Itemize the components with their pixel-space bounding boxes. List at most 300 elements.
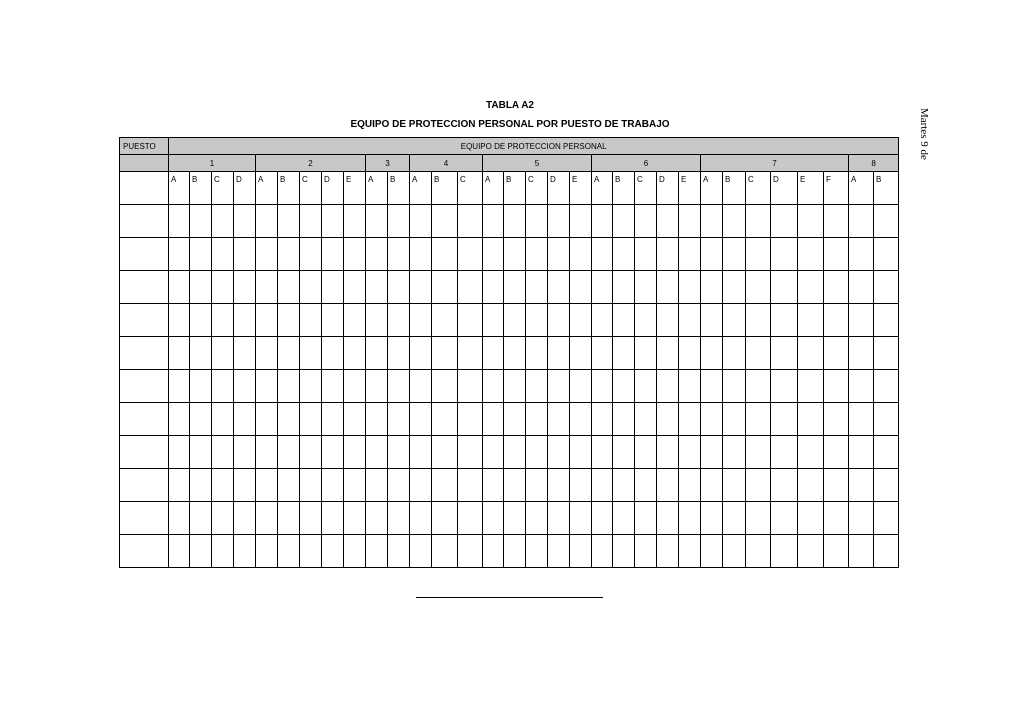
ppe-cell (234, 304, 256, 337)
ppe-cell (526, 205, 548, 238)
puesto-cell (120, 337, 169, 370)
ppe-cell (366, 271, 388, 304)
ppe-cell (548, 469, 570, 502)
ppe-cell (458, 271, 483, 304)
ppe-cell (613, 337, 635, 370)
ppe-cell (635, 337, 657, 370)
ppe-cell (723, 469, 746, 502)
ppe-cell (613, 271, 635, 304)
equipment-header: EQUIPO DE PROTECCION PERSONAL (169, 138, 899, 155)
subcol-header-6-A (592, 172, 613, 205)
ppe-cell (771, 370, 798, 403)
subcol-label: C (748, 175, 754, 184)
ppe-cell (874, 337, 899, 370)
ppe-cell (798, 502, 824, 535)
subcol-header-5-E (570, 172, 592, 205)
ppe-cell (388, 469, 410, 502)
subcol-label: E (681, 175, 687, 184)
ppe-cell (824, 535, 849, 568)
ppe-cell (410, 337, 432, 370)
subcol-label: A (412, 175, 418, 184)
subcol-header-7-A (701, 172, 723, 205)
table-row (120, 304, 899, 337)
ppe-cell (746, 370, 771, 403)
subcol-label: A (258, 175, 264, 184)
ppe-cell (190, 205, 212, 238)
ppe-cell (723, 205, 746, 238)
ppe-cell (322, 337, 344, 370)
ppe-cell (278, 304, 300, 337)
ppe-cell (212, 370, 234, 403)
ppe-cell (212, 403, 234, 436)
ppe-cell (300, 205, 322, 238)
ppe-cell (635, 403, 657, 436)
ppe-cell (504, 535, 526, 568)
ppe-cell (613, 304, 635, 337)
ppe-cell (234, 469, 256, 502)
ppe-cell (548, 337, 570, 370)
ppe-cell (278, 436, 300, 469)
ppe-cell (504, 436, 526, 469)
puesto-cell (120, 205, 169, 238)
ppe-cell (169, 469, 190, 502)
ppe-cell (366, 205, 388, 238)
subcol-header-4-C (458, 172, 483, 205)
ppe-cell (635, 304, 657, 337)
ppe-cell (723, 502, 746, 535)
ppe-cell (635, 205, 657, 238)
ppe-cell (657, 502, 679, 535)
ppe-cell (657, 271, 679, 304)
ppe-cell (190, 535, 212, 568)
ppe-cell (570, 370, 592, 403)
ppe-cell (592, 304, 613, 337)
ppe-cell (701, 502, 723, 535)
ppe-cell (723, 238, 746, 271)
ppe-cell (746, 238, 771, 271)
ppe-cell (322, 271, 344, 304)
ppe-cell (300, 271, 322, 304)
ppe-cell (824, 271, 849, 304)
ppe-cell (548, 535, 570, 568)
subcol-header-3-A (366, 172, 388, 205)
ppe-cell (526, 502, 548, 535)
subcol-header-5-C (526, 172, 548, 205)
ppe-cell (635, 238, 657, 271)
ppe-cell (570, 436, 592, 469)
subcol-label: A (171, 175, 177, 184)
ppe-cell (483, 205, 504, 238)
subcol-label: A (594, 175, 600, 184)
ppe-cell (344, 337, 366, 370)
ppe-cell (657, 436, 679, 469)
subcol-header-2-C (300, 172, 322, 205)
ppe-cell (344, 436, 366, 469)
subcol-header-5-B (504, 172, 526, 205)
ppe-cell (548, 304, 570, 337)
ppe-cell (169, 502, 190, 535)
subcol-label: B (876, 175, 882, 184)
group-header-1: 1 (169, 155, 256, 172)
ppe-cell (798, 238, 824, 271)
table-row (120, 403, 899, 436)
ppe-cell (278, 502, 300, 535)
ppe-cell (432, 370, 458, 403)
ppe-cell (504, 469, 526, 502)
ppe-cell (746, 304, 771, 337)
ppe-cell (798, 271, 824, 304)
ppe-cell (212, 436, 234, 469)
ppe-cell (526, 535, 548, 568)
puesto-cell (120, 502, 169, 535)
ppe-cell (234, 370, 256, 403)
subcol-label: C (528, 175, 534, 184)
ppe-cell (278, 370, 300, 403)
ppe-cell (432, 271, 458, 304)
ppe-cell (592, 469, 613, 502)
subcol-label: B (725, 175, 731, 184)
ppe-cell (679, 337, 701, 370)
subcol-header-3-B (388, 172, 410, 205)
ppe-cell (212, 535, 234, 568)
ppe-cell (169, 370, 190, 403)
ppe-cell (504, 403, 526, 436)
ppe-cell (169, 271, 190, 304)
ppe-cell (410, 469, 432, 502)
ppe-cell (322, 238, 344, 271)
ppe-cell (300, 304, 322, 337)
ppe-cell (300, 370, 322, 403)
ppe-cell (771, 436, 798, 469)
puesto-header: PUESTO (120, 138, 169, 155)
ppe-cell (256, 403, 278, 436)
ppe-cell (526, 271, 548, 304)
ppe-cell (526, 469, 548, 502)
margin-date-text: Martes 9 de (918, 108, 930, 160)
ppe-cell (570, 238, 592, 271)
subcol-label: D (236, 175, 242, 184)
ppe-cell (592, 502, 613, 535)
puesto-cell (120, 370, 169, 403)
ppe-cell (322, 403, 344, 436)
ppe-cell (504, 304, 526, 337)
ppe-cell (723, 370, 746, 403)
subcol-label: B (615, 175, 621, 184)
ppe-cell (798, 403, 824, 436)
ppe-cell (613, 502, 635, 535)
ppe-cell (849, 271, 874, 304)
ppe-cell (256, 271, 278, 304)
ppe-cell (483, 403, 504, 436)
subcol-label: B (280, 175, 286, 184)
puesto-spacer (120, 172, 169, 205)
ppe-cell (366, 436, 388, 469)
ppe-cell (432, 436, 458, 469)
ppe-cell (410, 403, 432, 436)
subcol-header-1-D (234, 172, 256, 205)
ppe-cell (504, 238, 526, 271)
ppe-cell (256, 238, 278, 271)
ppe-cell (458, 370, 483, 403)
ppe-cell (322, 535, 344, 568)
ppe-cell (169, 535, 190, 568)
subcol-header-6-E (679, 172, 701, 205)
ppe-cell (824, 370, 849, 403)
ppe-cell (771, 502, 798, 535)
subcol-header-5-A (483, 172, 504, 205)
ppe-cell (657, 337, 679, 370)
ppe-cell (344, 271, 366, 304)
ppe-cell (613, 205, 635, 238)
ppe-cell (635, 535, 657, 568)
ppe-cell (592, 337, 613, 370)
ppe-cell (432, 337, 458, 370)
ppe-cell (344, 403, 366, 436)
ppe-cell (849, 403, 874, 436)
ppe-cell (874, 238, 899, 271)
ppe-cell (592, 535, 613, 568)
ppe-cell (344, 304, 366, 337)
subcol-label: A (368, 175, 374, 184)
ppe-cell (679, 271, 701, 304)
ppe-cell (190, 469, 212, 502)
ppe-cell (256, 370, 278, 403)
ppe-cell (300, 403, 322, 436)
group-header-2: 2 (256, 155, 366, 172)
subcol-header-6-B (613, 172, 635, 205)
ppe-cell (388, 271, 410, 304)
ppe-cell (679, 304, 701, 337)
subcol-label: D (773, 175, 779, 184)
ppe-cell (212, 271, 234, 304)
ppe-cell (613, 535, 635, 568)
ppe-cell (169, 436, 190, 469)
ppe-cell (849, 436, 874, 469)
ppe-cell (526, 370, 548, 403)
subcol-header-8-B (874, 172, 899, 205)
ppe-cell (592, 271, 613, 304)
subcol-label: A (851, 175, 857, 184)
ppe-cell (526, 337, 548, 370)
table-row (120, 502, 899, 535)
ppe-cell (410, 535, 432, 568)
ppe-cell (798, 304, 824, 337)
ppe-cell (874, 304, 899, 337)
ppe-cell (635, 271, 657, 304)
ppe-cell (723, 271, 746, 304)
ppe-cell (701, 304, 723, 337)
ppe-cell (635, 436, 657, 469)
ppe-cell (169, 205, 190, 238)
ppe-cell (504, 502, 526, 535)
table-row (120, 205, 899, 238)
ppe-cell (570, 205, 592, 238)
ppe-cell (849, 238, 874, 271)
ppe-cell (701, 205, 723, 238)
ppe-cell (526, 403, 548, 436)
ppe-cell (771, 469, 798, 502)
subcol-header-4-B (432, 172, 458, 205)
ppe-cell (483, 304, 504, 337)
ppe-cell (234, 403, 256, 436)
ppe-cell (234, 271, 256, 304)
ppe-cell (388, 403, 410, 436)
ppe-cell (212, 337, 234, 370)
ppe-cell (504, 337, 526, 370)
ppe-cell (234, 436, 256, 469)
ppe-cell (483, 370, 504, 403)
ppe-cell (701, 535, 723, 568)
ppe-cell (483, 469, 504, 502)
ppe-cell (723, 337, 746, 370)
ppe-cell (458, 502, 483, 535)
ppe-cell (526, 304, 548, 337)
subcol-label: B (390, 175, 396, 184)
ppe-cell (278, 238, 300, 271)
ppe-cell (679, 469, 701, 502)
ppe-cell (635, 502, 657, 535)
ppe-cell (849, 337, 874, 370)
ppe-cell (458, 304, 483, 337)
ppe-cell (592, 205, 613, 238)
ppe-cell (458, 205, 483, 238)
ppe-cell (190, 403, 212, 436)
subcol-header-6-D (657, 172, 679, 205)
ppe-cell (366, 469, 388, 502)
ppe-cell (344, 502, 366, 535)
subcol-header-7-B (723, 172, 746, 205)
ppe-cell (483, 502, 504, 535)
ppe-cell (388, 304, 410, 337)
ppe-cell (300, 469, 322, 502)
ppe-cell (849, 502, 874, 535)
ppe-cell (798, 370, 824, 403)
ppe-cell (322, 370, 344, 403)
ppe-cell (679, 535, 701, 568)
group-header-5: 5 (483, 155, 592, 172)
subcol-header-8-A (849, 172, 874, 205)
ppe-cell (432, 238, 458, 271)
subcol-label: B (434, 175, 440, 184)
ppe-cell (300, 535, 322, 568)
ppe-cell (701, 370, 723, 403)
ppe-cell (771, 271, 798, 304)
ppe-cell (278, 469, 300, 502)
ppe-cell (504, 271, 526, 304)
ppe-cell (657, 205, 679, 238)
subcol-label: A (485, 175, 491, 184)
ppe-cell (410, 205, 432, 238)
ppe-cell (824, 238, 849, 271)
ppe-cell (432, 502, 458, 535)
ppe-cell (849, 535, 874, 568)
ppe-cell (613, 436, 635, 469)
ppe-cell (256, 502, 278, 535)
ppe-cell (592, 238, 613, 271)
puesto-cell (120, 469, 169, 502)
ppe-cell (483, 238, 504, 271)
ppe-cell (432, 535, 458, 568)
ppe-cell (256, 535, 278, 568)
ppe-cell (701, 238, 723, 271)
ppe-cell (613, 469, 635, 502)
ppe-cell (388, 502, 410, 535)
ppe-cell (723, 304, 746, 337)
ppe-cell (483, 271, 504, 304)
ppe-cell (548, 238, 570, 271)
ppe-cell (824, 502, 849, 535)
ppe-cell (169, 304, 190, 337)
ppe-cell (613, 403, 635, 436)
subcol-header-1-B (190, 172, 212, 205)
subcol-label: E (572, 175, 578, 184)
ppe-cell (458, 469, 483, 502)
ppe-cell (388, 337, 410, 370)
ppe-cell (256, 436, 278, 469)
ppe-cell (723, 436, 746, 469)
ppe-cell (824, 304, 849, 337)
ppe-cell (771, 205, 798, 238)
ppe-cell (746, 469, 771, 502)
ppe-cell (548, 370, 570, 403)
table-row (120, 238, 899, 271)
ppe-cell (366, 403, 388, 436)
group-header-7: 7 (701, 155, 849, 172)
ppe-cell (410, 271, 432, 304)
table-row (120, 271, 899, 304)
ppe-cell (570, 271, 592, 304)
subcol-header-2-A (256, 172, 278, 205)
ppe-cell (410, 502, 432, 535)
ppe-cell (366, 535, 388, 568)
subcol-label: D (659, 175, 665, 184)
group-header-6: 6 (592, 155, 701, 172)
ppe-cell (322, 502, 344, 535)
subcol-header-7-E (798, 172, 824, 205)
ppe-cell (824, 337, 849, 370)
ppe-cell (679, 370, 701, 403)
subcol-label: C (214, 175, 220, 184)
subcolumn-header-row (120, 172, 899, 205)
subcol-label: F (826, 175, 831, 184)
ppe-cell (234, 535, 256, 568)
ppe-cell (169, 238, 190, 271)
ppe-cell (657, 535, 679, 568)
ppe-cell (190, 502, 212, 535)
ppe-cell (798, 205, 824, 238)
ppe-cell (701, 271, 723, 304)
ppe-cell (849, 370, 874, 403)
ppe-cell (388, 370, 410, 403)
ppe-cell (635, 370, 657, 403)
ppe-cell (234, 337, 256, 370)
ppe-cell (701, 337, 723, 370)
ppe-cell (322, 469, 344, 502)
table-row (120, 436, 899, 469)
ppe-cell (824, 205, 849, 238)
ppe-cell (388, 436, 410, 469)
puesto-cell (120, 535, 169, 568)
ppe-cell (483, 337, 504, 370)
ppe-cell (723, 403, 746, 436)
ppe-cell (234, 502, 256, 535)
group-header-8: 8 (849, 155, 899, 172)
ppe-cell (278, 271, 300, 304)
subcol-label: C (302, 175, 308, 184)
subcol-label: E (800, 175, 806, 184)
table-row (120, 370, 899, 403)
ppe-cell (874, 436, 899, 469)
